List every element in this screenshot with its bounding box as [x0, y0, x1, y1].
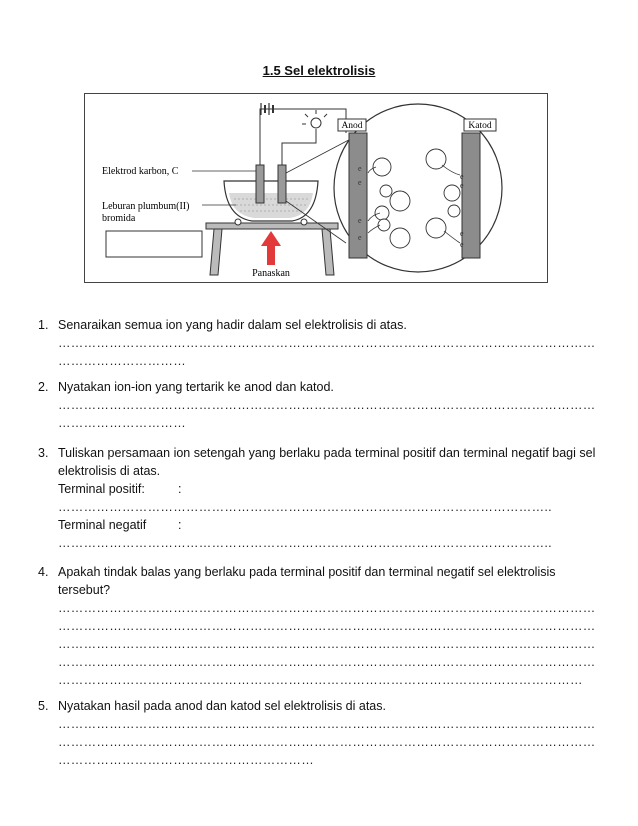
anode-label: Anod	[341, 121, 363, 131]
electron-symbol: e	[358, 164, 362, 173]
answer-line[interactable]: ………………………………………………………………………………………………………………	[58, 619, 596, 633]
positive-terminal-label: Terminal positif:	[58, 482, 145, 496]
answer-line[interactable]: ……………………………………………………………………………………………………..	[58, 500, 552, 514]
answer-line[interactable]: ………………………………………………………………………………………………………………	[58, 735, 596, 749]
question-2: 2. Nyatakan ion-ion yang tertarik ke anod dan katod. ……………………………………………………………………………………………………………… …………………………	[38, 378, 598, 432]
question-text: Apakah tindak balas yang berlaku pada terminal positif dan terminal negatif sel elektrolisis	[58, 565, 556, 579]
question-4: 4. Apakah tindak balas yang berlaku pada terminal positif dan terminal negatif sel elektrolisis tersebut? ……………………………………………………………………………………………………………… ……………………………………………………………………………………………………………… ……………………………………………………………………………………………………………… ……………………………………………………………………………………………………………… ……………………………………………………………………………………………………………	[38, 563, 598, 689]
answer-box[interactable]	[106, 231, 202, 257]
answer-line[interactable]: ……………………………………………………………………………………………………..	[58, 536, 552, 550]
question-5: 5. Nyatakan hasil pada anod dan katod sel elektrolisis di atas. ……………………………………………………………………………………………………………… ……………………………………………………………………………………………………………… ……………………………………………………	[38, 697, 598, 769]
cathode-label: Katod	[468, 121, 492, 131]
answer-line[interactable]: ………………………………………………………………………………………………………………	[58, 336, 596, 350]
answer-line[interactable]: ………………………………………………………………………………………………………………	[58, 601, 596, 615]
answer-line[interactable]: ……………………………………………………………………………………………………………	[58, 673, 583, 687]
melt-label-line1: Leburan plumbum(II)	[102, 201, 190, 212]
question-text: tersebut?	[58, 583, 111, 597]
answer-line[interactable]: ……………………………………………………	[58, 753, 314, 767]
electron-symbol: e	[358, 233, 362, 242]
negative-terminal-label: Terminal negatif	[58, 518, 147, 532]
electron-symbol: e	[460, 172, 464, 181]
electron-symbol: e	[460, 240, 464, 249]
answer-line[interactable]: ………………………………………………………………………………………………………………	[58, 398, 596, 412]
electron-symbol: e	[358, 178, 362, 187]
page-title: 1.5 Sel elektrolisis	[262, 63, 376, 78]
electron-symbol: e	[358, 216, 362, 225]
electron-symbol: e	[460, 229, 464, 238]
question-text: Tuliskan persamaan ion setengah yang berlaku pada terminal positif dan terminal negatif bagi sel	[58, 446, 596, 460]
question-text: elektrolisis di atas.	[58, 464, 161, 478]
answer-line[interactable]: …………………………	[58, 416, 186, 430]
melt-label-line2: bromida	[102, 213, 136, 224]
question-text: Nyatakan ion-ion yang tertarik ke anod dan katod.	[58, 380, 334, 394]
answer-line[interactable]: …………………………	[58, 354, 186, 368]
heat-label: Panaskan	[252, 268, 290, 279]
electron-symbol: e	[460, 181, 464, 190]
answer-line[interactable]: ………………………………………………………………………………………………………………	[58, 717, 596, 731]
electrode-label: Elektrod karbon, C	[102, 166, 179, 177]
answer-line[interactable]: ………………………………………………………………………………………………………………	[58, 655, 596, 669]
question-1: 1. Senaraikan semua ion yang hadir dalam sel elektrolisis di atas. ……………………………………………………………………………………………………………… …………………………	[38, 316, 598, 370]
question-3: 3. Tuliskan persamaan ion setengah yang berlaku pada terminal positif dan terminal negatif bagi sel elektrolisis di atas. Terminal positif: : …………………………………………………………………………………………………….. Terminal negatif : ……………………………………………………………………………………………………..	[38, 444, 598, 552]
cathode-rod	[462, 133, 480, 258]
question-text: Senaraikan semua ion yang hadir dalam sel elektrolisis di atas.	[58, 318, 407, 332]
electrolysis-diagram	[84, 93, 548, 283]
answer-line[interactable]: ………………………………………………………………………………………………………………	[58, 637, 596, 651]
question-text: Nyatakan hasil pada anod dan katod sel elektrolisis di atas.	[58, 699, 386, 713]
